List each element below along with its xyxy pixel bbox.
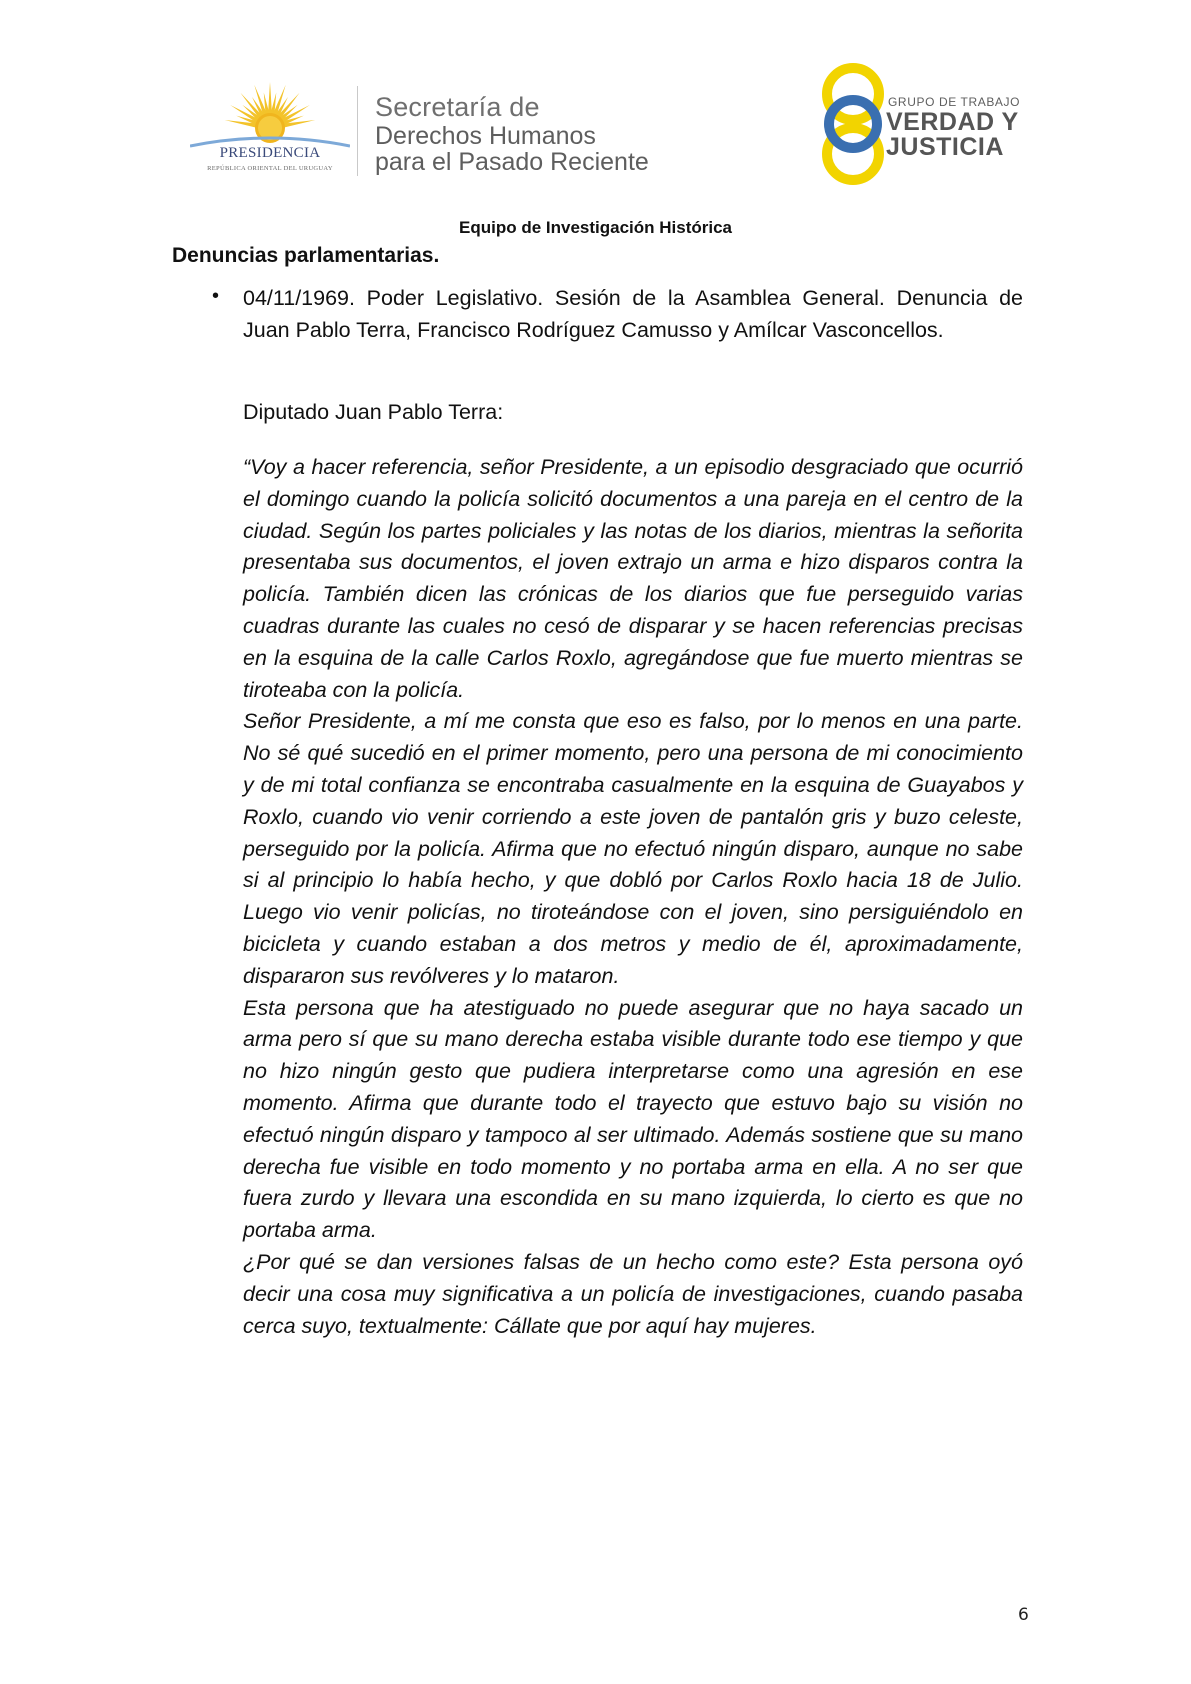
page-number: 6 bbox=[1018, 1605, 1029, 1625]
team-heading: Equipo de Investigación Histórica bbox=[459, 218, 732, 237]
secretaria-line1: Secretaría de bbox=[375, 92, 540, 122]
justicia-label: JUSTICIA bbox=[886, 133, 1004, 161]
presidencia-name: PRESIDENCIA bbox=[219, 145, 321, 161]
section-title: Denuncias parlamentarias. bbox=[172, 244, 440, 267]
quote-paragraph-1: “Voy a hacer referencia, señor Presidente, a un episodio desgraciado que ocurrió el domingo cuando la policía solicitó documentos a una pareja en el centro de la ciudad. Según los partes policiales y las notas de los diarios, mientras la señorita presentaba sus documentos, el joven extrajo un arma e hizo disparos contra la policía. También dicen las crónicas de los diarios que fue perseguido varias cuadras durante las cuales no cesó de disparar y se hacen referencias precisas en la esquina de la calle Carlos Roxlo, agregándose que fue muerto mientras se tiroteaba con la policía. bbox=[243, 455, 1023, 702]
verdad-label: VERDAD Y bbox=[886, 108, 1019, 136]
secretaria-line3: para el Pasado Reciente bbox=[375, 148, 649, 176]
quote-block bbox=[243, 452, 1023, 1342]
quote-paragraph-3: Esta persona que ha atestiguado no puede asegurar que no haya sacado un arma pero sí que su mano derecha estaba visible durante todo ese tiempo y que no hizo ningún gesto que pudiera interpretarse como una agresión en ese momento. Afirma que durante todo el trayecto que estuvo bajo su visión no efectuó ningún disparo y tampoco al ser ultimado. Además sostiene que su mano derecha fue visible en todo momento y no portaba arma en ella. A no ser que fuera zurdo y llevara una escondida en su mano izquierda, lo cierto es que no portaba arma. bbox=[243, 995, 1023, 1243]
bullet-marker: • bbox=[212, 285, 220, 307]
speaker-label: Diputado Juan Pablo Terra: bbox=[243, 400, 504, 424]
quote-paragraph-4: ¿Por qué se dan versiones falsas de un hecho como este? Esta persona oyó decir una cosa muy significativa a un policía de investigaciones, cuando pasaba cerca suyo, textualmente: Cállate que por aquí hay mujeres. bbox=[243, 1249, 1023, 1338]
secretaria-line2: Derechos Humanos bbox=[375, 122, 596, 150]
grupo-trabajo-label: GRUPO DE TRABAJO bbox=[888, 95, 1021, 109]
quote-paragraph-2: Señor Presidente, a mí me consta que eso es falso, por lo menos en una parte. No sé qué sucedió en el primer momento, pero una persona de mi conocimiento y de mi total confianza se encontraba casualmente en la esquina de Guayabos y Roxlo, cuando vio venir corriendo a este joven de pantalón gris y buzo celeste, perseguido por la policía. Afirma que no efectuó ningún disparo, aunque no sabe si al principio lo había hecho, y que dobló por Carlos Roxlo hacia 18 de Julio. Luego vio venir policías, no tiroteándose con el joven, sino persiguiéndolo en bicicleta y cuando estaban a dos metros y medio de él, aproximadamente, dispararon sus revólveres y lo mataron. bbox=[243, 709, 1023, 988]
presidencia-subtitle: REPÚBLICA ORIENTAL DEL URUGUAY bbox=[207, 165, 333, 172]
entry-text: 04/11/1969. Poder Legislativo. Sesión de la Asamblea General. Denuncia de Juan Pablo Terra, Francisco Rodríguez Camusso y Amílcar Vasconcellos. bbox=[243, 286, 1023, 342]
verdad-justicia-rings-logo bbox=[812, 60, 894, 188]
header-divider bbox=[357, 86, 358, 176]
